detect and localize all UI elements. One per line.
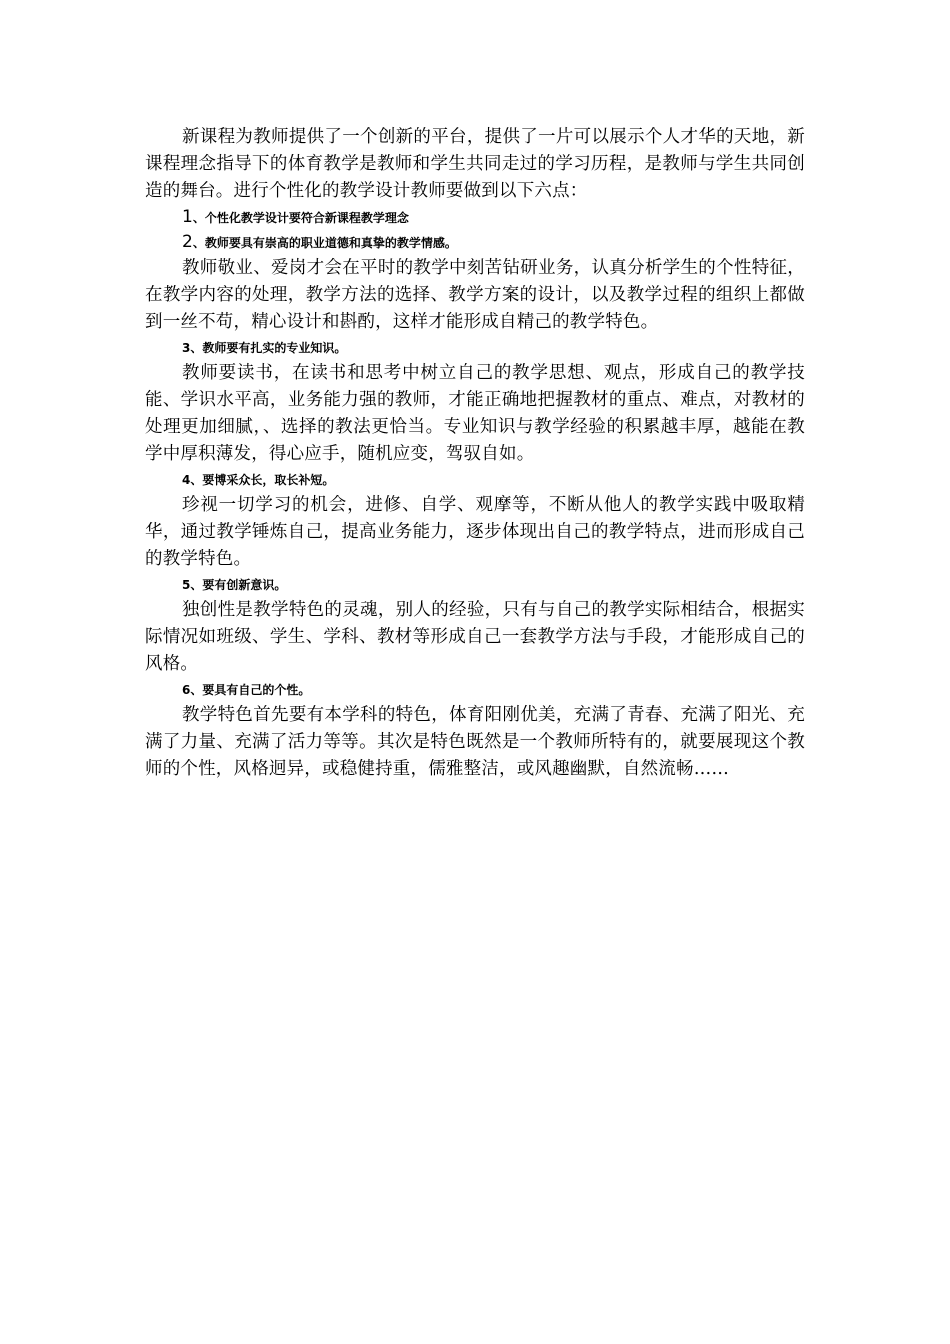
point-3-heading	[145, 336, 805, 360]
point-5-heading	[145, 573, 805, 597]
point-5-body: 独创性是教学特色的灵魂，别人的经验，只有与自己的教学实际相结合，根据实际情况如班级、学生、学科、教材等形成自己一套教学方法与手段，才能形成自己的风格。	[145, 600, 805, 674]
point-6-heading	[145, 678, 805, 702]
point-2-body: 教师敬业、爱岗才会在平时的教学中刻苦钻研业务，认真分析学生的个性特征，在教学内容的处理，教学方法的选择、教学方案的设计，以及教学过程的组织上都做到一丝不苟，精心设计和斟酌，这样才能形成自精己的教学特色。	[145, 258, 805, 332]
point-3-number: 3	[182, 341, 191, 355]
point-4-heading	[145, 468, 805, 492]
point-2-heading	[145, 230, 805, 255]
document-page	[145, 124, 805, 783]
point-6-number: 6	[182, 683, 191, 697]
point-3-title: 、教师要有扎实的专业知识。	[190, 341, 347, 355]
point-4-body: 珍视一切学习的机会，进修、自学、观摩等，不断从他人的教学实践中吸取精华，通过教学锤炼自己，提高业务能力，逐步体现出自己的教学特点，进而形成自己的教学特色。	[145, 495, 805, 569]
point-6-title: 、要具有自己的个性。	[190, 683, 311, 697]
point-2-title: 、教师要具有崇高的职业道德和真挚的教学情感。	[192, 236, 457, 250]
point-1-number: 1	[182, 207, 193, 227]
point-6-body: 教学特色首先要有本学科的特色，体育阳刚优美，充满了青春、充满了阳光、充满了力量、充满了活力等等。其次是特色既然是一个教师所特有的，就要展现这个教师的个性，风格迥异，或稳健持重，儒雅整洁，或风趣幽默，自然流畅……	[145, 705, 805, 779]
point-1-heading	[145, 205, 805, 230]
point-5-number: 5	[182, 578, 191, 592]
point-3-body: 教师要读书，在读书和思考中树立自己的教学思想、观点，形成自己的教学技能、学识水平高，业务能力强的教师，才能正确地把握教材的重点、难点，对教材的处理更加细腻，、选择的教法更恰当。专业知识与教学经验的积累越丰厚，越能在教学中厚积薄发，得心应手，随机应变，驾驭自如。	[145, 363, 805, 464]
point-5-title: 、要有创新意识。	[190, 578, 287, 592]
point-1-title: 、个性化教学设计要符合新课程教学理念	[192, 211, 409, 225]
point-4-title: 、要博采众长，取长补短。	[190, 473, 335, 487]
point-4-number: 4	[182, 473, 191, 487]
point-2-number: 2	[182, 232, 193, 252]
intro-paragraph: 新课程为教师提供了一个创新的平台，提供了一片可以展示个人才华的天地，新课程理念指导下的体育教学是教师和学生共同走过的学习历程，是教师与学生共同创造的舞台。进行个性化的教学设计教师要做到以下六点：	[145, 127, 805, 201]
